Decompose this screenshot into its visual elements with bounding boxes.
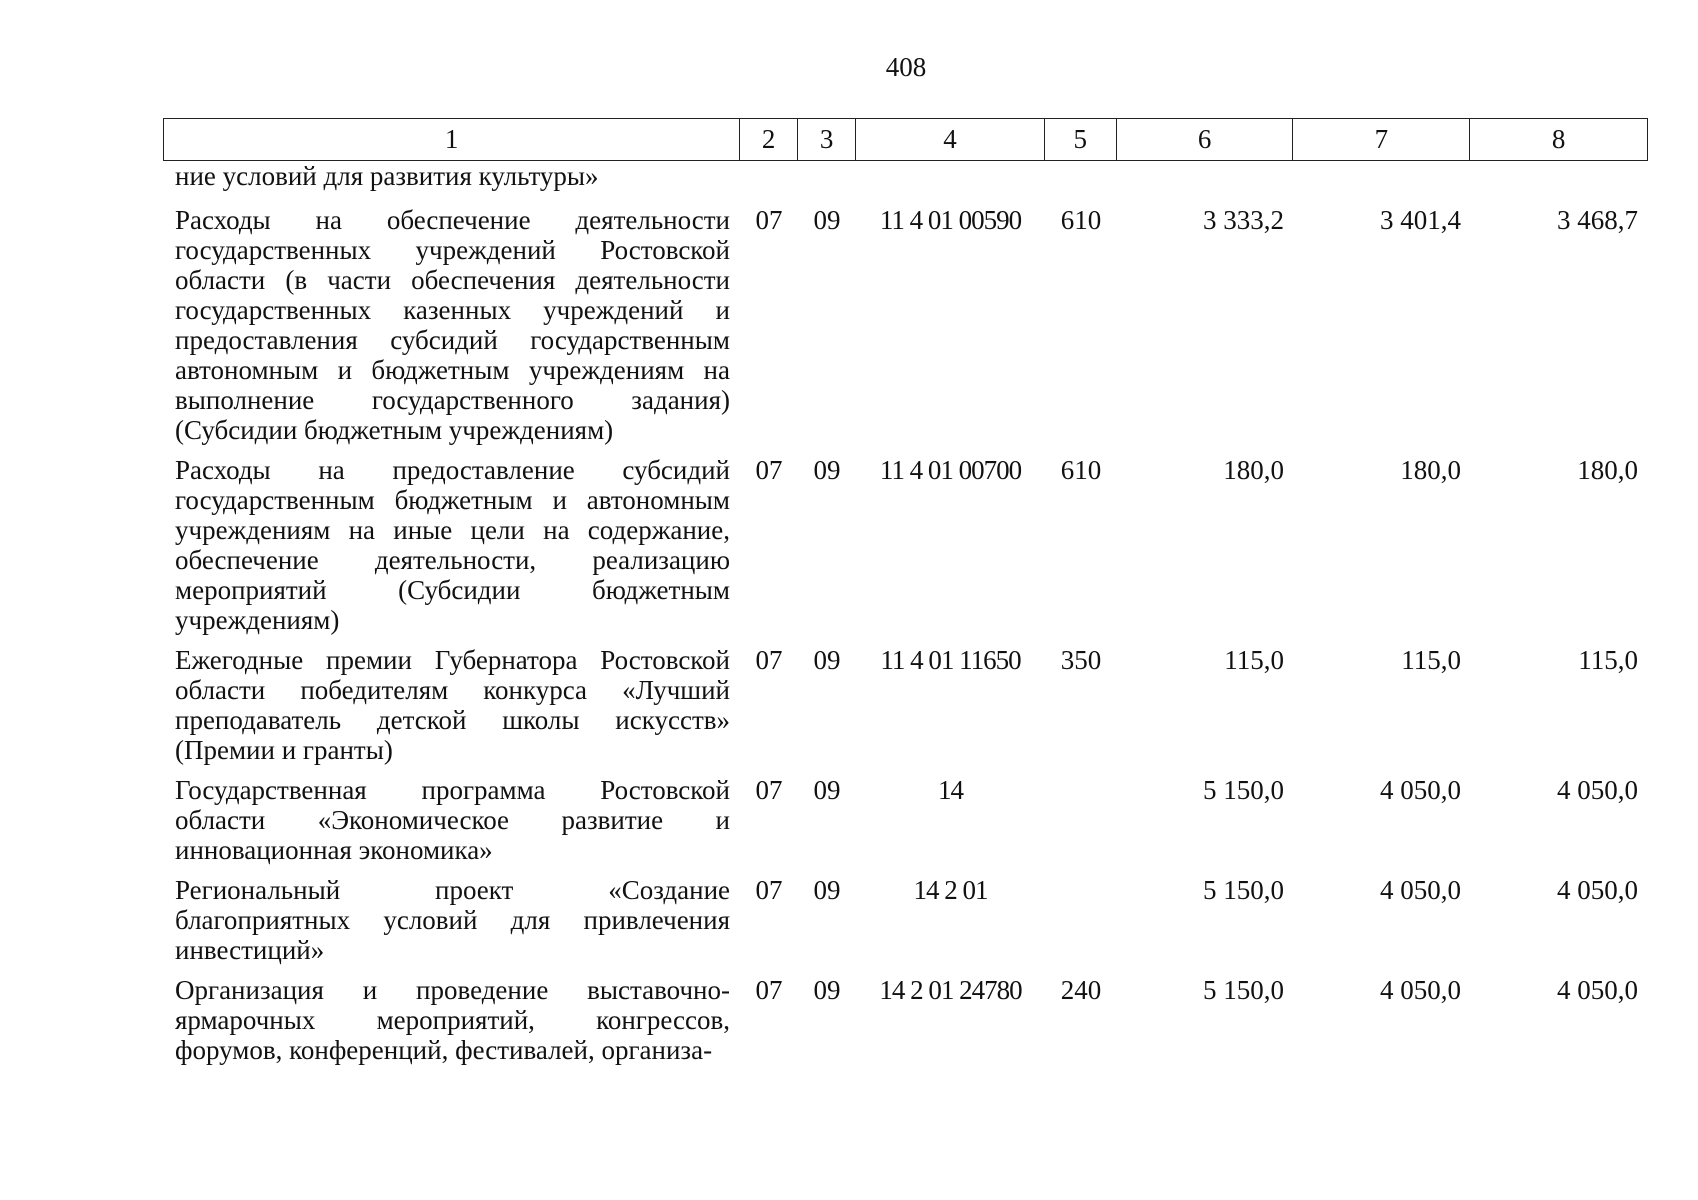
table-row bbox=[163, 205, 1648, 445]
table-row bbox=[163, 775, 1648, 865]
header-col-8: 8 bbox=[1551, 124, 1566, 154]
row-value-7: 180,0 bbox=[1400, 455, 1461, 485]
table-body bbox=[163, 161, 1648, 1065]
row-section: 07 bbox=[755, 205, 783, 235]
table-row bbox=[163, 875, 1648, 965]
page-number: 408 bbox=[885, 52, 927, 82]
header-col-7: 7 bbox=[1293, 119, 1470, 160]
row-value-8: 4 050,0 bbox=[1557, 875, 1638, 905]
header-col-5: 5 bbox=[1045, 119, 1117, 160]
row-subsection: 09 bbox=[813, 975, 841, 1005]
table-row bbox=[163, 645, 1648, 765]
row-name: Государственная программа Ростовской области «Экономическое развитие и инновационная экономика» bbox=[175, 775, 730, 865]
row-value-8: 4 050,0 bbox=[1557, 975, 1638, 1005]
row-expense-type bbox=[1045, 875, 1117, 965]
row-section: 07 bbox=[755, 875, 783, 905]
header-col-1: 1 bbox=[164, 119, 740, 160]
continuation-text: ние условий для развития культуры» bbox=[175, 161, 599, 191]
row-name: Расходы на обеспечение деятельности государственных учреждений Ростовской области (в части обеспечения деятельности государственных казенных учреждений и предоставления субсидий государственным автономным и бюджетным учреждениям на выполнение государственного задания) (Субсидии бюджетным учреждениям) bbox=[175, 205, 730, 445]
header-col-3: 3 bbox=[798, 119, 856, 160]
row-target-code: 11 4 01 11650 bbox=[880, 645, 1021, 675]
row-value-7: 4 050,0 bbox=[1380, 775, 1461, 805]
row-section: 07 bbox=[755, 775, 783, 805]
row-section: 07 bbox=[755, 975, 783, 1005]
row-target-code: 14 bbox=[938, 775, 963, 805]
row-value-6: 5 150,0 bbox=[1203, 775, 1284, 805]
row-value-7: 4 050,0 bbox=[1380, 875, 1461, 905]
row-section: 07 bbox=[755, 455, 783, 485]
row-subsection: 09 bbox=[813, 205, 841, 235]
header-col-4: 4 bbox=[856, 119, 1045, 160]
row-value-8: 3 468,7 bbox=[1557, 205, 1638, 235]
header-col-6: 6 bbox=[1117, 119, 1294, 160]
table-header bbox=[163, 118, 1648, 161]
row-target-code: 11 4 01 00590 bbox=[879, 205, 1022, 235]
row-section: 07 bbox=[755, 645, 783, 675]
row-value-6: 180,0 bbox=[1223, 455, 1284, 485]
row-target-code: 14 2 01 bbox=[913, 875, 988, 905]
row-expense-type: 350 bbox=[1060, 645, 1102, 675]
row-subsection: 09 bbox=[813, 775, 841, 805]
row-name: Ежегодные премии Губернатора Ростовской области победителям конкурса «Лучший преподаватель детской школы искусств» (Премии и гранты) bbox=[175, 645, 730, 765]
row-expense-type: 610 bbox=[1060, 455, 1102, 485]
row-value-8: 115,0 bbox=[1578, 645, 1638, 675]
row-value-8: 4 050,0 bbox=[1557, 775, 1638, 805]
row-name: Региональный проект «Создание благоприятных условий для привлечения инвестиций» bbox=[175, 875, 730, 965]
row-subsection: 09 bbox=[813, 455, 841, 485]
row-expense-type: 610 bbox=[1060, 205, 1102, 235]
row-expense-type: 240 bbox=[1060, 975, 1102, 1005]
row-value-6: 5 150,0 bbox=[1203, 875, 1284, 905]
row-value-6: 5 150,0 bbox=[1203, 975, 1284, 1005]
row-name: Расходы на предоставление субсидий государственным бюджетным и автономным учреждениям на иные цели на содержание, обеспечение деятельности, реализацию мероприятий (Субсидии бюджетным учреждениям) bbox=[175, 455, 730, 635]
row-target-code: 14 2 01 24780 bbox=[879, 975, 1022, 1005]
table-row bbox=[163, 975, 1648, 1065]
row-value-6: 3 333,2 bbox=[1203, 205, 1284, 235]
row-value-7: 3 401,4 bbox=[1380, 205, 1461, 235]
header-col-2: 2 bbox=[740, 119, 798, 160]
row-target-code: 11 4 01 00700 bbox=[879, 455, 1022, 485]
row-expense-type bbox=[1045, 775, 1117, 865]
row-subsection: 09 bbox=[813, 645, 841, 675]
row-value-7: 115,0 bbox=[1401, 645, 1461, 675]
row-subsection: 09 bbox=[813, 875, 841, 905]
table-row bbox=[163, 455, 1648, 635]
row-name: Организация и проведение выставочно-ярмарочных мероприятий, конгрессов, форумов, конференций, фестивалей, организа- bbox=[175, 975, 730, 1065]
row-value-8: 180,0 bbox=[1577, 455, 1638, 485]
row-value-7: 4 050,0 bbox=[1380, 975, 1461, 1005]
row-value-6: 115,0 bbox=[1224, 645, 1284, 675]
